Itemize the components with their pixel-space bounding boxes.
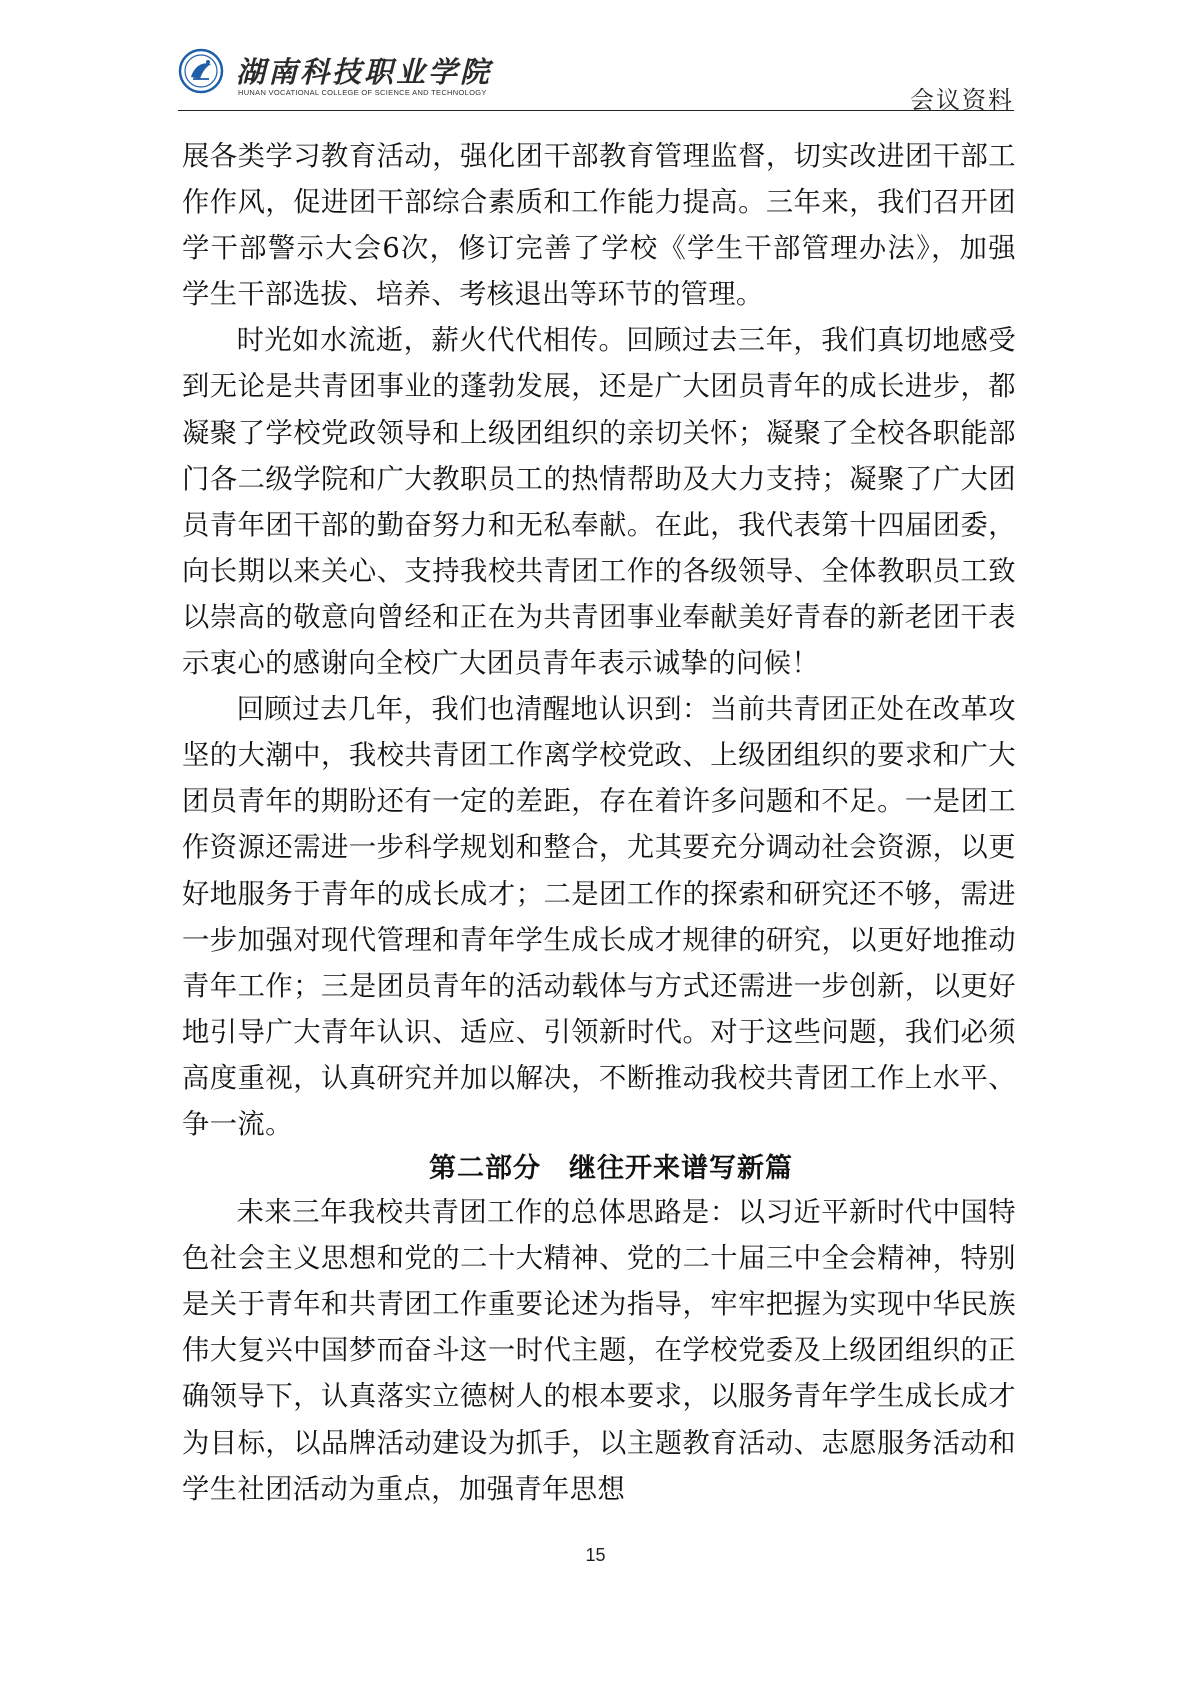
section-heading: 第二部分 继往开来谱写新篇 (429, 1153, 793, 1185)
page-header (178, 44, 1014, 114)
document-body (182, 134, 1016, 1513)
page-number: 15 (585, 1545, 606, 1565)
document-label: 会议资料 (910, 86, 1014, 114)
paragraph-4: 未来三年我校共青团工作的总体思路是：以习近平新时代中国特色社会主义思想和党的二十大精神、党的二十届三中全会精神，特别是关于青年和共青团工作重要论述为指导，牢牢把握为实现中华民族伟大复兴中国梦而奋斗这一时代主题，在学校党委及上级团组织的正确领导下，认真落实立德树人的根本要求，以服务青年学生成长成才为目标，以品牌活动建设为抓手，以主题教育活动、志愿服务活动和学生社团活动为重点，加强青年思想 (182, 1197, 1016, 1505)
college-name-en: HUNAN VOCATIONAL COLLEGE OF SCIENCE AND TECHNOLOGY (238, 88, 487, 97)
paragraph-1: 展各类学习教育活动，强化团干部教育管理监督，切实改进团干部工作作风，促进团干部综合素质和工作能力提高。三年来，我们召开团学干部警示大会6次，修订完善了学校《学生干部管理办法》，加强学生干部选拔、培养、考核退出等环节的管理。 (182, 141, 1016, 311)
paragraph-3: 回顾过去几年，我们也清醒地认识到：当前共青团正处在改革攻坚的大潮中，我校共青团工作离学校党政、上级团组织的要求和广大团员青年的期盼还有一定的差距，存在着许多问题和不足。一是团工作资源还需进一步科学规划和整合，尤其要充分调动社会资源，以更好地服务于青年的成长成才；二是团工作的探索和研究还不够，需进一步加强对现代管理和青年学生成长成才规律的研究，以更好地推动青年工作；三是团员青年的活动载体与方式还需进一步创新，以更好地引导广大青年认识、适应、引领新时代。对于这些问题，我们必须高度重视，认真研究并加以解决，不断推动我校共青团工作上水平、争一流。 (182, 694, 1016, 1140)
paragraph-2: 时光如水流逝，薪火代代相传。回顾过去三年，我们真切地感受到无论是共青团事业的蓬勃发展，还是广大团员青年的成长进步，都凝聚了学校党政领导和上级团组织的亲切关怀；凝聚了全校各职能部门各二级学院和广大教职员工的热情帮助及大力支持；凝聚了广大团员青年团干部的勤奋努力和无私奉献。在此，我代表第十四届团委，向长期以来关心、支持我校共青团工作的各级领导、全体教职员工致以崇高的敬意向曾经和正在为共青团事业奉献美好青春的新老团干表示衷心的感谢向全校广大团员青年表示诚挚的问候！ (182, 325, 1016, 680)
college-name-cn: 湖南科技职业学院 (236, 55, 493, 89)
college-emblem-icon (178, 48, 224, 94)
